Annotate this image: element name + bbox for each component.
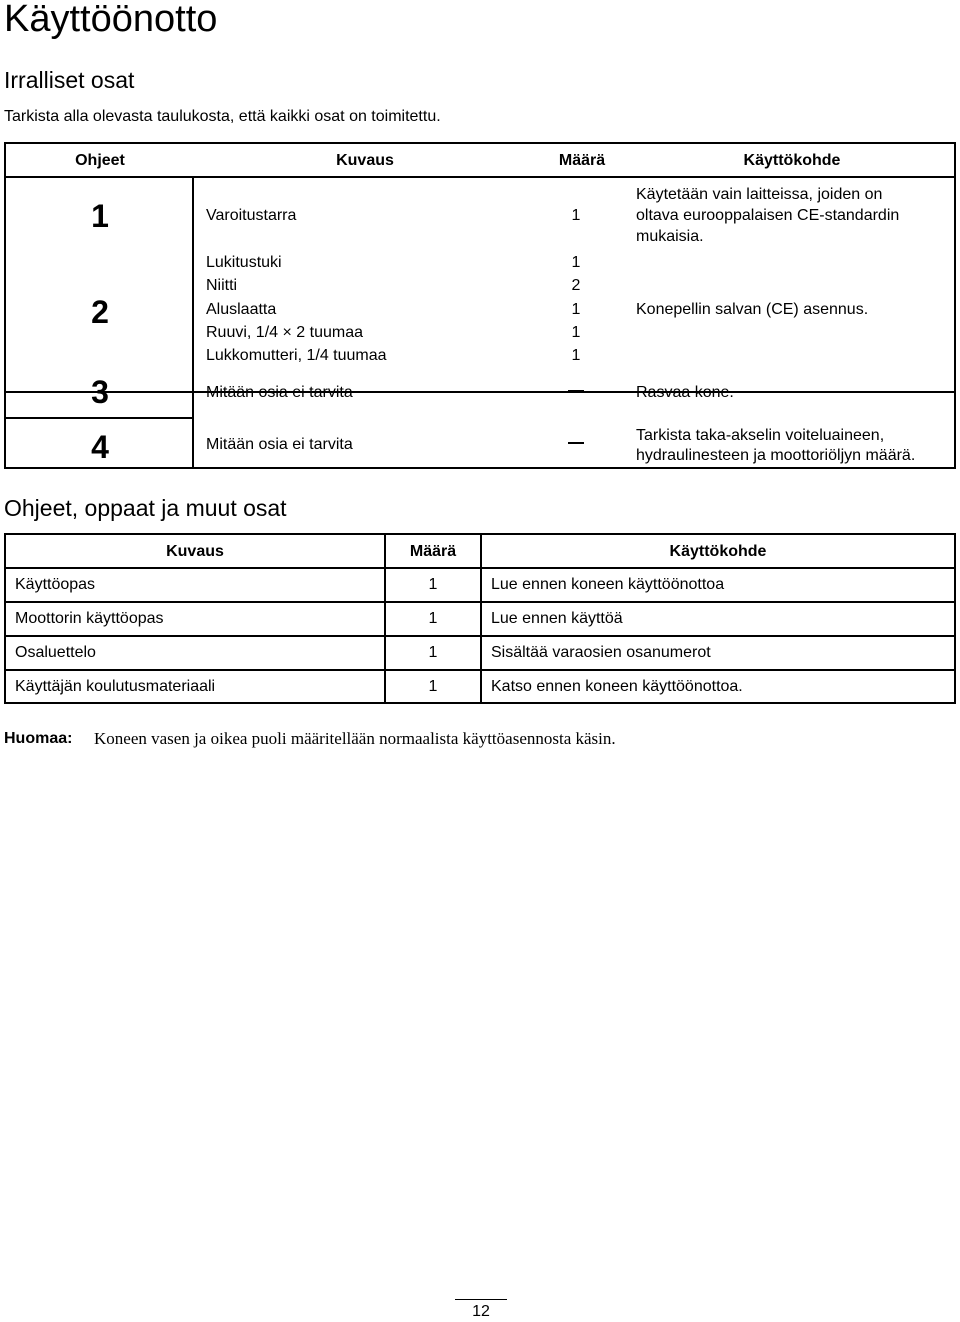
part-description: Mitään osia ei tarvita <box>206 436 353 453</box>
doc-quantity: 1 <box>428 644 438 661</box>
doc-use: Lue ennen koneen käyttöönottoa <box>491 576 725 593</box>
header-divider <box>6 176 954 178</box>
none-dash <box>568 390 584 392</box>
part-description: Lukitustuki <box>206 254 282 271</box>
none-dash <box>568 442 584 444</box>
doc-quantity: 1 <box>428 678 438 695</box>
doc-description: Käyttöopas <box>15 576 96 593</box>
header-instructions: Ohjeet <box>75 152 125 169</box>
part-description: Varoitustarra <box>206 207 297 224</box>
header-description: Kuvaus <box>336 152 394 169</box>
step-number: 1 <box>91 198 109 234</box>
part-use-line: mukaisia. <box>636 228 704 245</box>
doc-quantity: 1 <box>428 576 438 593</box>
footer-rule <box>455 1299 507 1300</box>
step-number: 4 <box>91 429 109 465</box>
step-number: 3 <box>91 374 109 410</box>
doc-quantity: 1 <box>428 610 438 627</box>
part-description: Niitti <box>206 277 238 294</box>
part-use-line: Konepellin salvan (CE) asennus. <box>636 301 869 318</box>
doc-use: Katso ennen koneen käyttöönottoa. <box>491 678 743 695</box>
doc-description: Moottorin käyttöopas <box>15 610 164 627</box>
part-description: Mitään osia ei tarvita <box>206 384 353 401</box>
part-quantity: 1 <box>571 324 581 341</box>
header-use: Käyttökohde <box>743 152 841 169</box>
doc-description: Osaluettelo <box>15 644 96 661</box>
part-description: Ruuvi, 1/4 × 2 tuumaa <box>206 324 363 341</box>
column-divider <box>480 535 482 702</box>
doc-use: Sisältää varaosien osanumerot <box>491 644 711 661</box>
section-title-manuals: Ohjeet, oppaat ja muut osat <box>4 495 287 521</box>
part-description: Aluslaatta <box>206 301 277 318</box>
part-description: Lukkomutteri, 1/4 tuumaa <box>206 347 387 364</box>
intro-text: Tarkista alla olevasta taulukosta, että kaikki osat on toimitettu. <box>4 108 441 125</box>
section-title-loose-parts: Irralliset osat <box>4 67 135 93</box>
part-use-line: Tarkista taka-akselin voiteluaineen, <box>636 427 885 444</box>
step-number: 2 <box>91 294 109 330</box>
note-text: Koneen vasen ja oikea puoli määritellään normaalista käyttöasennosta käsin. <box>94 729 616 748</box>
part-quantity: 1 <box>571 301 581 318</box>
doc-description: Käyttäjän koulutusmateriaali <box>15 678 216 695</box>
doc-use: Lue ennen käyttöä <box>491 610 623 627</box>
row-divider <box>6 417 194 419</box>
part-use-line: hydraulinesteen ja moottoriöljyn määrä. <box>636 447 916 464</box>
header-description: Kuvaus <box>166 543 224 560</box>
part-use-line: Rasvaa kone. <box>636 384 734 401</box>
part-quantity: 1 <box>571 347 581 364</box>
part-quantity: 2 <box>571 277 581 294</box>
part-use-line: Käytetään vain laitteissa, joiden on <box>636 186 883 203</box>
loose-parts-table <box>4 142 956 469</box>
header-quantity: Määrä <box>558 152 606 169</box>
header-quantity: Määrä <box>409 543 457 560</box>
part-use-line: oltava eurooppalaisen CE-standardin <box>636 207 900 224</box>
part-quantity: 1 <box>571 207 581 224</box>
manuals-table <box>4 533 956 704</box>
note-label: Huomaa: <box>4 730 73 747</box>
page-title: Käyttöönotto <box>4 0 218 40</box>
row-divider <box>6 567 954 569</box>
header-use: Käyttökohde <box>669 543 767 560</box>
page-number: 12 <box>472 1303 490 1320</box>
part-quantity: 1 <box>571 254 581 271</box>
